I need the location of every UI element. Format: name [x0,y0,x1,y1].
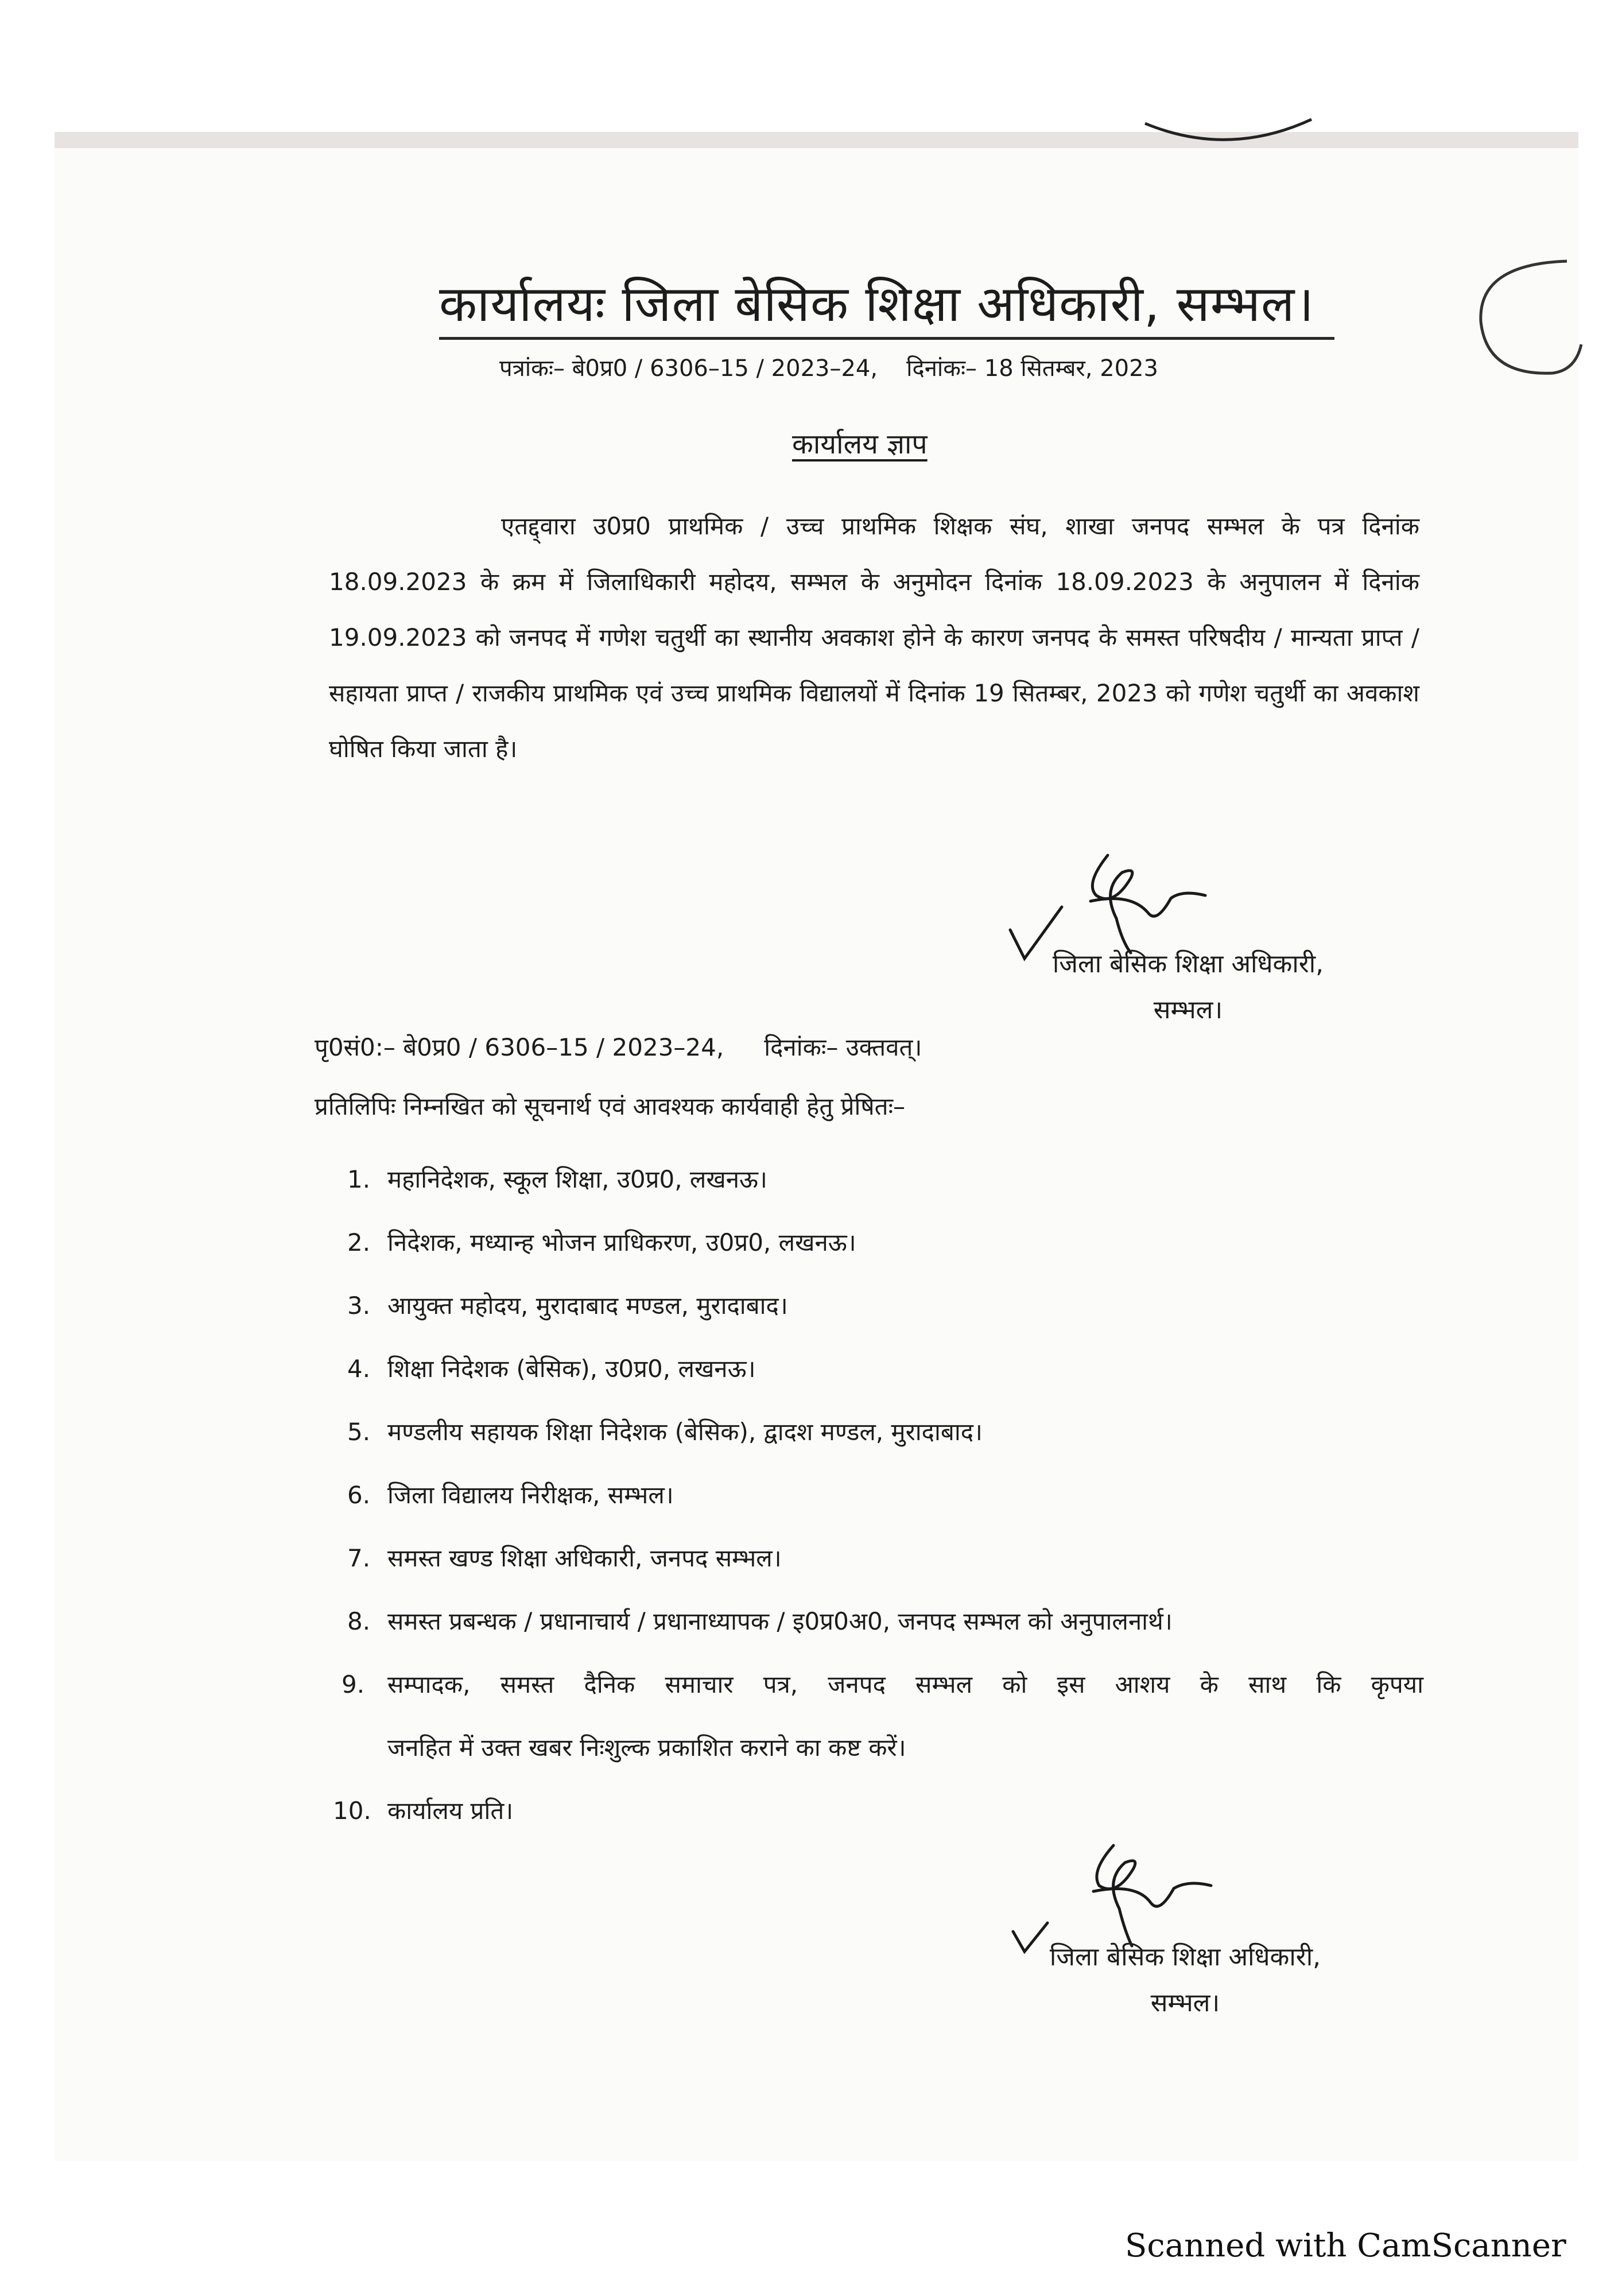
list-item-text: निदेशक, मध्यान्ह भोजन प्राधिकरण, उ0प्र0, लखनऊ। [387,1228,856,1256]
list-item-number: 10. [333,1797,371,1825]
signatory-place: सम्भल। [1153,995,1223,1025]
letter-reference [499,351,1158,383]
list-item-number: 8. [347,1607,371,1635]
list-item [333,1590,1423,1653]
distribution-list [333,1148,1423,1843]
letter-date: दिनांकः– 18 सितम्बर, 2023 [906,355,1159,382]
memo-heading: कार्यालय ज्ञाप [792,428,928,460]
letter-number: पत्रांकः– बे0प्र0 / 6306–15 / 2023–24, [499,355,878,382]
list-item-number: 6. [347,1481,371,1509]
copy-to-intro: प्रतिलिपिः निम्नखित को सूचनार्थ एवं आवश्यक कार्यवाही हेतु प्रेषितः– [315,1092,906,1120]
list-item-number: 1. [347,1165,371,1193]
endorsement-date: दिनांकः– उक्तवत्। [764,1033,922,1061]
list-item [333,1211,1423,1274]
list-item-text: समस्त खण्ड शिक्षा अधिकारी, जनपद सम्भल। [387,1544,782,1572]
list-item-number: 3. [347,1292,371,1320]
list-item-number: 2. [347,1228,371,1256]
signature-block [1022,941,1355,1033]
list-item-number: 7. [347,1544,371,1572]
list-item-text: आयुक्त महोदय, मुरादाबाद मण्डल, मुरादाबाद। [387,1292,788,1320]
signatory-place: सम्भल। [1150,1988,1220,2018]
list-item-text: कार्यालय प्रति। [387,1797,514,1825]
signature-block [1019,1934,1352,2026]
signatory-designation: जिला बेसिक शिक्षा अधिकारी, [1049,1942,1321,1972]
list-item-number: 9. [342,1670,365,1698]
list-item [333,1653,1423,1779]
list-item-text [387,1653,1423,1779]
list-item [333,1337,1423,1401]
stamp-arc-mark [1466,253,1587,385]
list-item-text: जिला विद्यालय निरीक्षक, सम्भल। [387,1481,674,1509]
list-item [333,1779,1423,1843]
list-item-number: 4. [347,1355,371,1383]
list-item-text: समस्त प्रबन्धक / प्रधानाचार्य / प्रधानाध्यापक / इ0प्र0अ0, जनपद सम्भल को अनुपालनार्थ। [387,1607,1173,1635]
signatory-designation: जिला बेसिक शिक्षा अधिकारी, [1052,949,1324,979]
list-item-number: 5. [347,1418,371,1446]
list-item-text-line: जनहित में उक्त खबर निःशुल्क प्रकाशित कराने का कष्ट करें। [387,1733,906,1762]
endorsement-reference [315,1030,922,1063]
endorsement-number: पृ0सं0:– बे0प्र0 / 6306–15 / 2023–24, [315,1033,724,1061]
list-item-text: शिक्षा निदेशक (बेसिक), उ0प्र0, लखनऊ। [387,1355,756,1383]
list-item-text-line: सम्पादक, समस्त दैनिक समाचार पत्र, जनपद सम्भल को इस आशय के साथ कि कृपया [387,1670,1423,1698]
list-item [333,1401,1423,1464]
list-item-text: महानिदेशक, स्कूल शिक्षा, उ0प्र0, लखनऊ। [387,1165,767,1193]
list-item-text: मण्डलीय सहायक शिक्षा निदेशक (बेसिक), द्वादश मण्डल, मुरादाबाद। [387,1418,983,1446]
list-item [333,1148,1423,1211]
memo-body: एतद्द्वारा उ0प्र0 प्राथमिक / उच्च प्राथमिक शिक्षक संघ, शाखा जनपद सम्भल के पत्र दिनांक 18.09.2023 के क्रम में जिलाधिकारी महोदय, सम्भल के अनुमोदन दिनांक 18.09.2023 के अनुपालन में दिनांक 19.09.2023 को जनपद में गणेश चतुर्थी का स्थानीय अवकाश होने के कारण जनपद के समस्त परिषदीय / मान्यता प्राप्त / सहायता प्राप्त / राजकीय प्राथमिक एवं उच्च प्राथमिक विद्यालयों में दिनांक 19 सितम्बर, 2023 को गणेश चतुर्थी का अवकाश घोषित किया जाता है। [329,512,1419,763]
page-edge-mark [1142,115,1314,149]
scanner-watermark: Scanned with CamScanner [1125,2227,1566,2264]
office-title: कार्यालयः जिला बेसिक शिक्षा अधिकारी, सम्भल। [439,273,1334,340]
list-item [333,1527,1423,1590]
list-item [333,1464,1423,1527]
list-item [333,1274,1423,1337]
